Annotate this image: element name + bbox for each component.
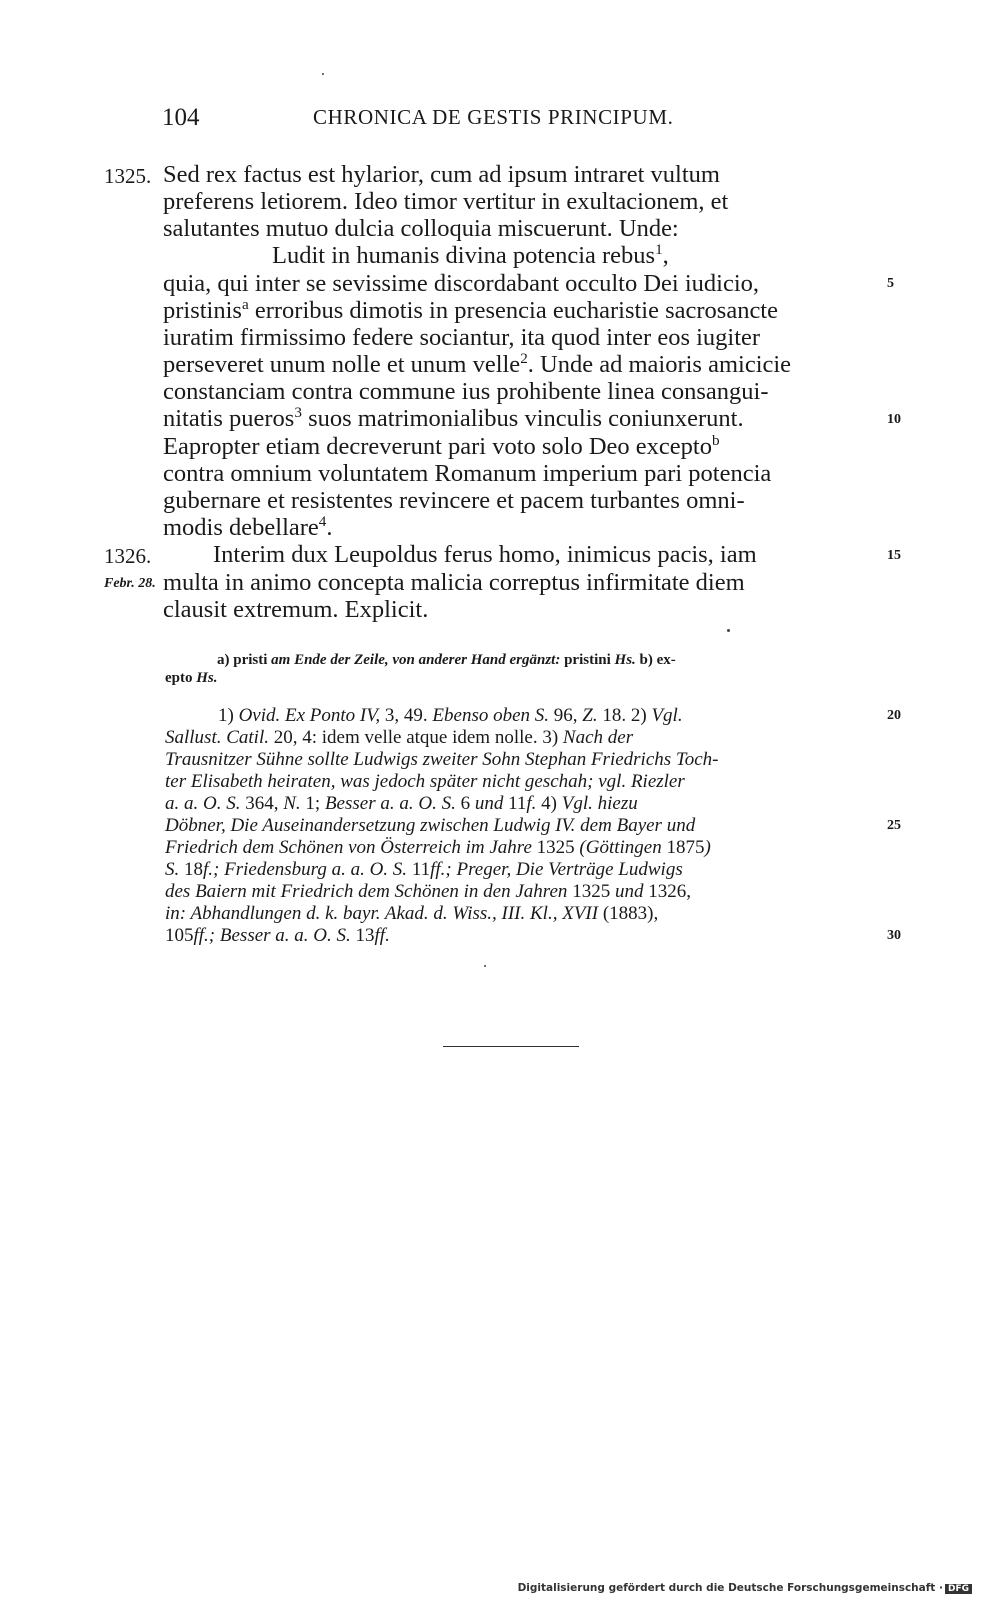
body-line: nitatis pueros$^3$ suos matrimonialibus vinculis coniunxerunt. bbox=[163, 403, 744, 432]
footnote-line: Döbner, Die Auseinandersetzung zwischen Ludwig IV. dem Bayer und bbox=[165, 815, 696, 836]
body-line: iuratim firmissimo federe sociantur, ita quod inter eos iugiter bbox=[163, 324, 761, 351]
footnote-line: a. a. O. S. 364, N. 1; Besser a. a. O. S. 6 und 11f. 4) Vgl. hiezu bbox=[165, 793, 638, 814]
body-line: gubernare et resistentes revincere et pacem turbantes omni- bbox=[163, 487, 745, 514]
ink-speck bbox=[322, 73, 324, 75]
body-line: preferens letiorem. Ideo timor vertitur in exultacionem, et bbox=[163, 188, 729, 215]
running-title: CHRONICA DE GESTIS PRINCIPUM. bbox=[313, 105, 674, 129]
footnote-line: S. 18f.; Friedensburg a. a. O. S. 11ff.; Preger, Die Verträge Ludwigs bbox=[165, 859, 683, 880]
line-number-5: 5 bbox=[887, 276, 894, 291]
ink-speck bbox=[727, 629, 730, 632]
body-line: quia, qui inter se sevissime discordabant occulto Dei iudicio, bbox=[163, 270, 760, 297]
footnote-line: ter Elisabeth heiraten, was jedoch später nicht geschah; vgl. Riezler bbox=[165, 771, 685, 792]
verse-line: Ludit in humanis divina potencia rebus$^1$, bbox=[272, 240, 669, 269]
page-number: 104 bbox=[162, 104, 200, 131]
margin-year-1326: 1326. bbox=[104, 544, 152, 568]
body-line: Sed rex factus est hylarior, cum ad ipsum intraret vultum bbox=[163, 161, 720, 188]
dfg-logo: DFG bbox=[945, 1584, 972, 1594]
digitization-credit: Digitalisierung gefördert durch die Deutsche Forschungsgemeinschaft · DFG bbox=[518, 1582, 972, 1594]
footnote-line: 1) Ovid. Ex Ponto IV, 3, 49. Ebenso oben S. 96, Z. 18. 2) Vgl. bbox=[218, 705, 683, 726]
body-line: modis debellare$^4$. bbox=[163, 512, 333, 541]
ink-speck bbox=[484, 965, 486, 967]
footnote-line: Trausnitzer Sühne sollte Ludwigs zweiter Sohn Stephan Friedrichs Toch- bbox=[165, 749, 719, 770]
body-line: contra omnium voluntatem Romanum imperium pari potencia bbox=[163, 460, 772, 487]
textual-note-b: epto Hs. bbox=[165, 670, 218, 686]
footnote-line: in: Abhandlungen d. k. bayr. Akad. d. Wiss., III. Kl., XVII (1883), bbox=[165, 903, 659, 924]
margin-date: Febr. 28. bbox=[104, 576, 156, 591]
line-number-30: 30 bbox=[887, 928, 901, 943]
footnote-line: 105ff.; Besser a. a. O. S. 13ff. bbox=[165, 925, 390, 946]
footnote-line: des Baiern mit Friedrich dem Schönen in den Jahren 1325 und 1326, bbox=[165, 881, 691, 902]
body-line: clausit extremum. Explicit. bbox=[163, 596, 429, 623]
line-number-15: 15 bbox=[887, 548, 901, 563]
textual-note-a: a) pristi am Ende der Zeile, von anderer Hand ergänzt: pristini Hs. b) ex- bbox=[217, 652, 676, 668]
body-line: Eapropter etiam decreverunt pari voto solo Deo excepto$^b$ bbox=[163, 431, 720, 460]
end-rule bbox=[443, 1046, 579, 1047]
body-line: salutantes mutuo dulcia colloquia miscuerunt. Unde: bbox=[163, 215, 679, 242]
body-line: perseveret unum nolle et unum velle$^2$. Unde ad maioris amicicie bbox=[163, 349, 792, 378]
line-number-25: 25 bbox=[887, 818, 901, 833]
margin-year-1325: 1325. bbox=[104, 164, 152, 188]
body-line: pristinis$^a$ erroribus dimotis in presencia eucharistie sacrosancte bbox=[163, 295, 778, 324]
line-number-10: 10 bbox=[887, 412, 901, 427]
body-line: multa in animo concepta malicia correptus infirmitate diem bbox=[163, 569, 745, 596]
footnote-line: Sallust. Catil. 20, 4: idem velle atque idem nolle. 3) Nach der bbox=[165, 727, 634, 748]
body-line: constanciam contra commune ius prohibente linea consangui- bbox=[163, 378, 769, 405]
line-number-20: 20 bbox=[887, 708, 901, 723]
footnote-line: Friedrich dem Schönen von Österreich im Jahre 1325 (Göttingen 1875) bbox=[165, 837, 711, 858]
body-line: Interim dux Leupoldus ferus homo, inimicus pacis, iam bbox=[213, 541, 757, 568]
